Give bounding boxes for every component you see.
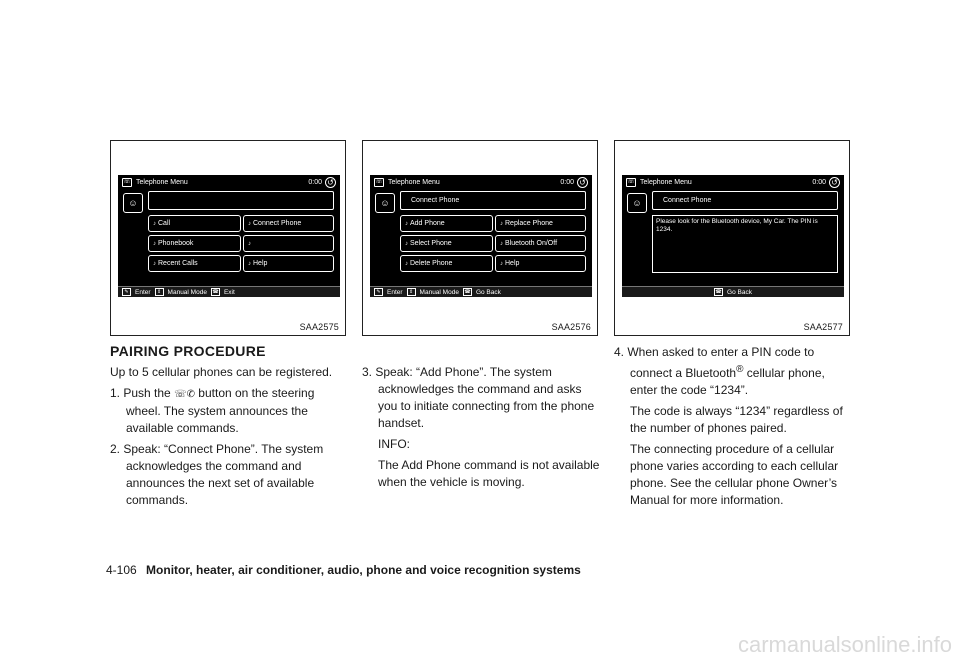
connect-phone-button[interactable]: ♪ Connect Phone (243, 215, 334, 232)
pin-message: Please look for the Bluetooth device, My Car. The PIN is 1234. (652, 215, 838, 273)
figure-saa2577 (614, 140, 850, 336)
phone-end-icon: ☎ (464, 289, 471, 295)
step-4: 4. When asked to enter a PIN code to connect a Bluetooth® cellular phone, enter the code “1234”. (614, 345, 825, 397)
phone-icon: ☏ (375, 179, 383, 185)
mic-icon: ♪ (405, 241, 408, 247)
page-number: 4-106 (106, 563, 137, 577)
step-2: 2. Speak: “Connect Phone”. The system acknowledges the command and announces the next set of available commands. (110, 442, 324, 507)
add-phone-button[interactable]: ♪ Add Phone (400, 215, 493, 232)
mic-icon: ♪ (153, 261, 156, 267)
back-icon[interactable]: ↺ (325, 177, 336, 188)
figure-saa2576 (362, 140, 598, 336)
mic-icon: ♪ (153, 221, 156, 227)
voice-input-bar: Connect Phone (400, 191, 586, 210)
procedure-note: The connecting procedure of a cellular phone varies according to each cellular phone. See the cellular phone Owner’s Manual for more information. (630, 442, 839, 507)
phone-end-icon: ☎ (715, 289, 722, 295)
call-button[interactable]: ♪ Call (148, 215, 241, 232)
step-1: 1. Push the ☏✆ button on the steering wheel. The system announces the available commands. (110, 386, 315, 435)
status-bar: ✎ Enter ⇕ Manual Mode ☎ Exit (118, 286, 340, 297)
status-bar: ✎ Enter ⇕ Manual Mode ☎ Go Back (370, 286, 592, 297)
status-bar: ☎ Go Back (622, 286, 844, 297)
info-text: The Add Phone command is not available when the vehicle is moving. (378, 458, 600, 489)
mic-icon: ♪ (405, 221, 408, 227)
phone-icon: ☏ (123, 179, 131, 185)
voice-input-bar: Connect Phone (652, 191, 838, 210)
voice-input-bar (148, 191, 334, 210)
screen-time: 0:00 (560, 179, 574, 186)
screen-title: ☏ Telephone Menu (375, 179, 440, 186)
figure-code: SAA2575 (299, 322, 339, 332)
mic-icon: ♪ (500, 221, 503, 227)
phone-icon: ☏ (627, 179, 635, 185)
telephone-menu-screen (118, 175, 340, 297)
screen-time: 0:00 (308, 179, 322, 186)
voice-recognition-icon: ☺ (375, 193, 395, 213)
figure-code: SAA2577 (803, 322, 843, 332)
empty-button[interactable] (243, 235, 334, 252)
screen-title: ☏ Telephone Menu (627, 179, 692, 186)
screen-title: ☏ Telephone Menu (123, 179, 188, 186)
figure-code: SAA2576 (551, 322, 591, 332)
back-icon[interactable]: ↺ (577, 177, 588, 188)
help-button[interactable]: ♪ Help (243, 255, 334, 272)
section-title: Monitor, heater, air conditioner, audio, phone and voice recognition systems (146, 563, 581, 577)
enter-dial-icon: ✎ (122, 288, 131, 296)
step-3: 3. Speak: “Add Phone”. The system acknowledges the command and asks you to initiate connecting from the phone handset. (362, 365, 595, 430)
help-button[interactable]: ♪ Help (495, 255, 586, 272)
column-left (110, 364, 350, 513)
mic-icon: ♪ (248, 261, 251, 267)
pin-code-screen (622, 175, 844, 297)
figure-saa2575 (110, 140, 346, 336)
recent-calls-button[interactable]: ♪ Recent Calls (148, 255, 241, 272)
manual-mode-icon: ⇕ (407, 288, 416, 296)
voice-recognition-icon: ☺ (123, 193, 143, 213)
info-label: INFO: (378, 437, 410, 451)
mic-icon: ♪ (500, 261, 503, 267)
mic-icon: ♪ (500, 241, 503, 247)
manual-mode-icon: ⇕ (155, 288, 164, 296)
mic-icon: ♪ (153, 241, 156, 247)
phonebook-button[interactable]: ♪ Phonebook (148, 235, 241, 252)
screen-time: 0:00 (812, 179, 826, 186)
bluetooth-toggle-button[interactable]: ♪ Bluetooth On/Off (495, 235, 586, 252)
mic-icon: ♪ (248, 221, 251, 227)
connect-phone-screen (370, 175, 592, 297)
delete-phone-button[interactable]: ♪ Delete Phone (400, 255, 493, 272)
intro-paragraph: Up to 5 cellular phones can be registered. (110, 365, 333, 379)
replace-phone-button[interactable]: ♪ Replace Phone (495, 215, 586, 232)
steering-phone-button-icon: ☏✆ (174, 389, 195, 400)
mic-icon: ♪ (405, 261, 408, 267)
enter-dial-icon: ✎ (374, 288, 383, 296)
voice-recognition-icon: ☺ (627, 193, 647, 213)
back-icon[interactable]: ↺ (829, 177, 840, 188)
section-heading: PAIRING PROCEDURE (110, 343, 266, 359)
pin-note: The code is always “1234” regardless of the number of phones paired. (630, 404, 843, 435)
page-footer (106, 563, 581, 577)
select-phone-button[interactable]: ♪ Select Phone (400, 235, 493, 252)
phone-end-icon: ☎ (212, 289, 219, 295)
column-right (614, 344, 854, 513)
watermark: carmanualsonline.info (737, 632, 952, 657)
column-middle (362, 364, 602, 495)
mic-icon: ♪ (248, 241, 251, 247)
